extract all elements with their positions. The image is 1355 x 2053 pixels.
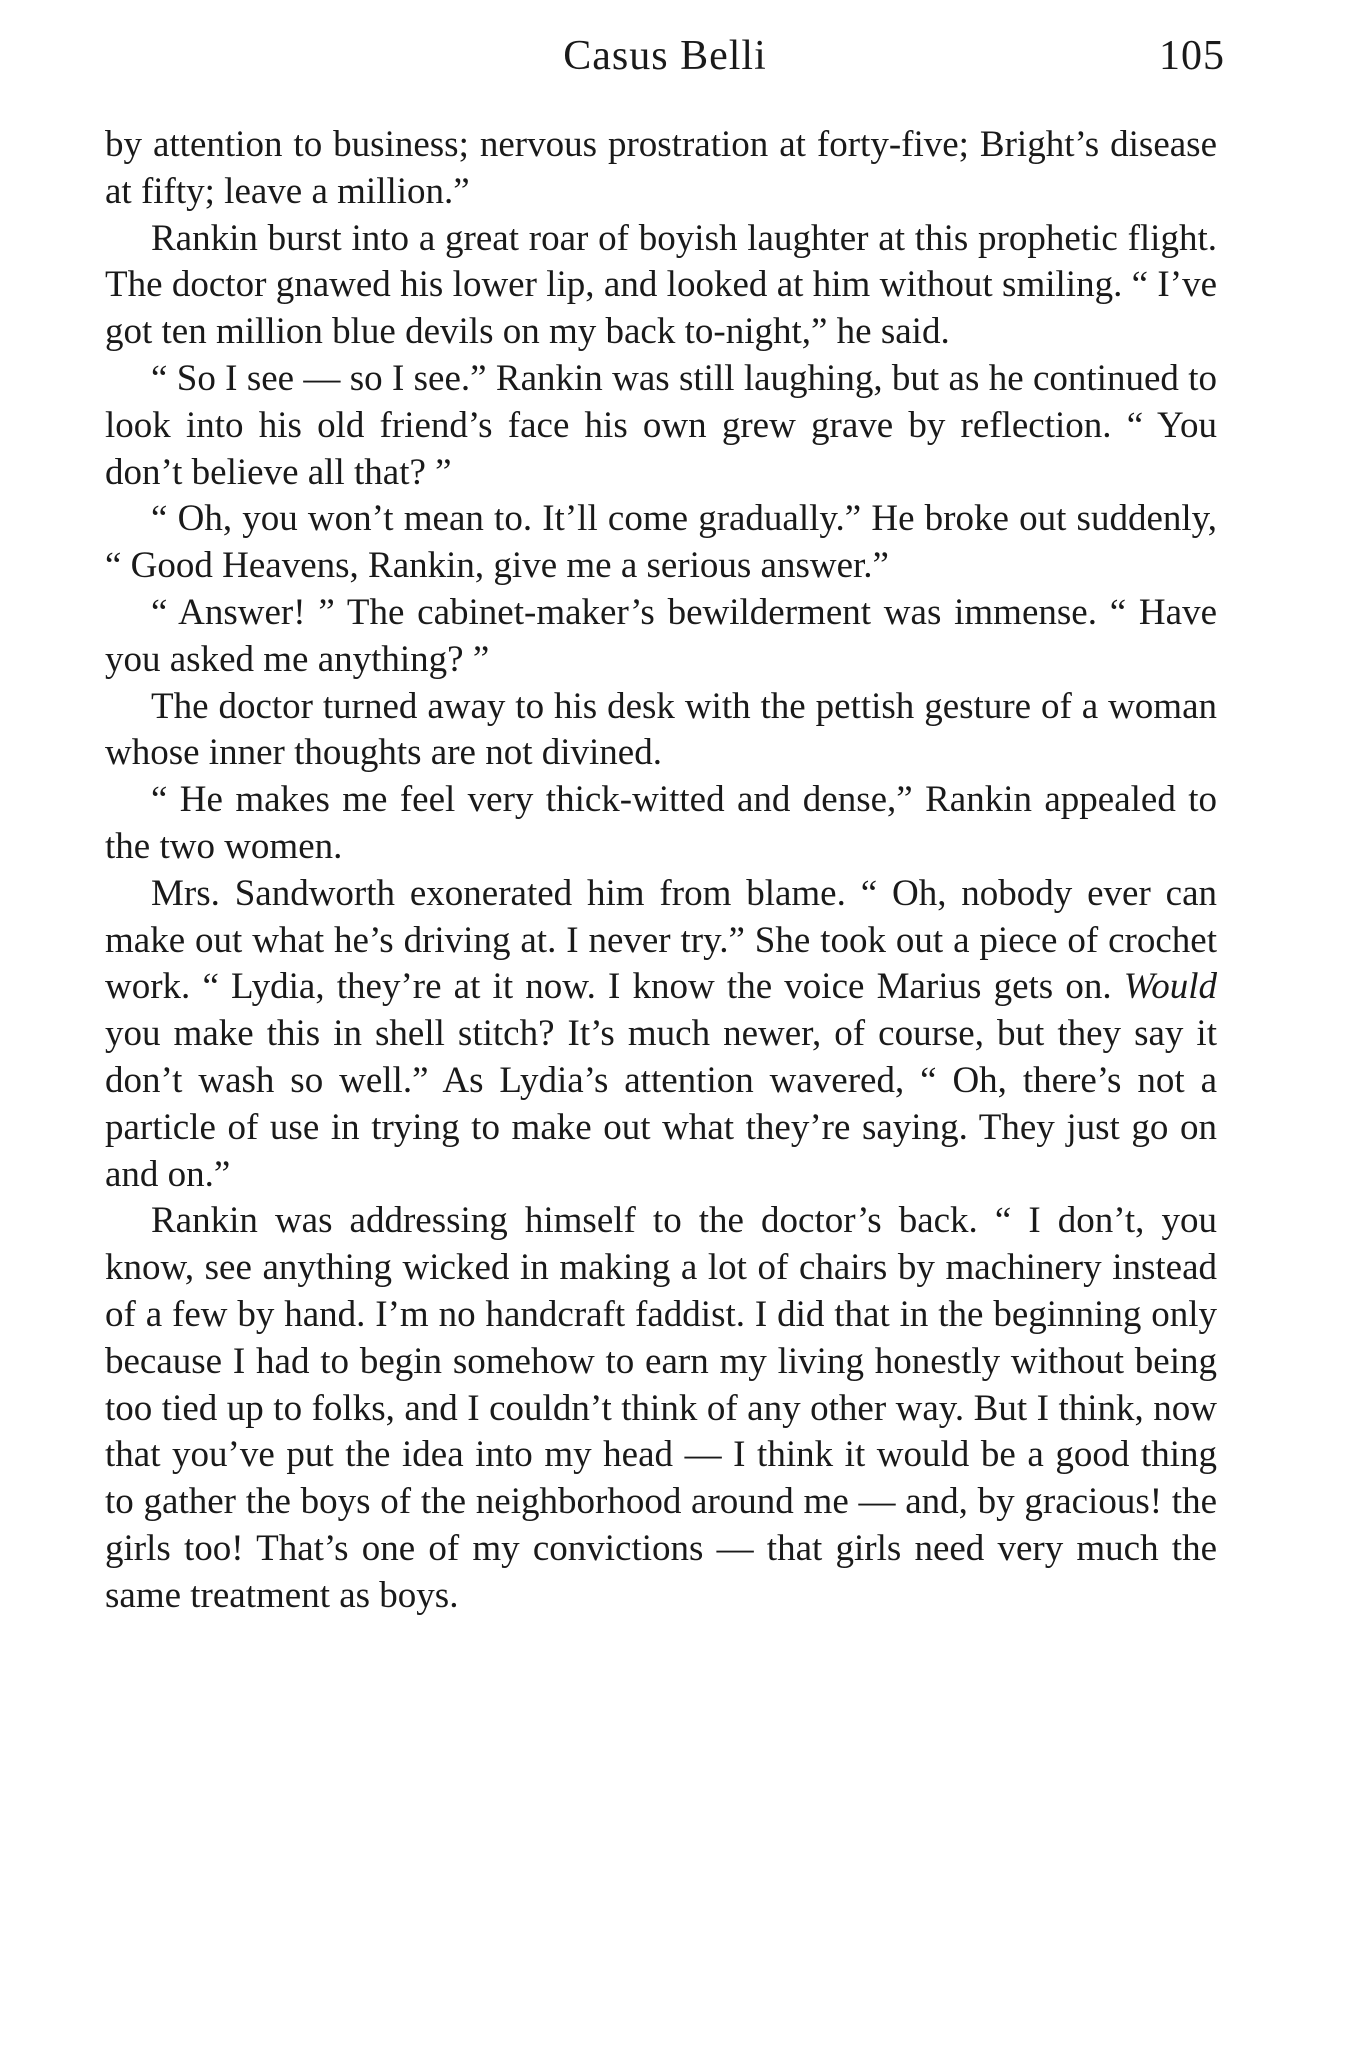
sandworth-italic-word: Would — [1123, 966, 1217, 1008]
paragraph-continuation: by attention to business; nervous prostration at forty-five; Bright’s disease at fifty; leave a million.” — [105, 124, 1217, 212]
paragraph-so-i-see: “ So I see — so I see.” Rankin was still laughing, but as he continued to look into his old friend’s face his own grew grave by reflection. “ You don’t believe all that? ” — [105, 357, 1217, 493]
paragraph-rankin-addressing: Rankin was addressing himself to the doctor’s back. “ I don’t, you know, see anything wicked in making a lot of chairs by machinery instead of a few by hand. I’m no handcraft faddist. I did that in the beginning only because I had to begin somehow to earn my living honestly without being too tied up to folks, and I couldn’t think of any other way. But I think, now that you’ve put the idea into my head — I think it would be a good thing to gather the boys of the neighborhood around me — and, by gracious! the girls too! That’s one of my convictions — that girls need very much the same treatment as boys. — [105, 1200, 1217, 1616]
sandworth-text-after: you make this in shell stitch? It’s much newer, of course, but they say it don’t wash so well.” As Lydia’s attention wavered, “ Oh, there’s not a particle of use in trying to make out what they’re saying. They just go on and on.” — [105, 1013, 1217, 1195]
paragraph-doctor-turned: The doctor turned away to his desk with the pettish gesture of a woman whose inner thoughts are not divined. — [105, 685, 1217, 774]
body-text — [105, 122, 1217, 1620]
running-title: Casus Belli — [563, 33, 767, 79]
running-head — [105, 26, 1225, 86]
paragraph-thick-witted: “ He makes me feel very thick-witted and dense,” Rankin appealed to the two women. — [105, 779, 1217, 867]
page-number: 105 — [1159, 33, 1225, 79]
paragraph-rankin-laughter: Rankin burst into a great roar of boyish laughter at this prophetic flight. The doctor gnawed his lower lip, and looked at him without smiling. “ I’ve got ten million blue devils on my back to-night,” he said. — [105, 217, 1217, 353]
paragraph-answer: “ Answer! ” The cabinet-maker’s bewilderment was immense. “ Have you asked me anything? ” — [105, 591, 1217, 680]
paragraph-mrs-sandworth — [105, 871, 1217, 1199]
sandworth-text-before: Mrs. Sandworth exonerated him from blame. “ Oh, nobody ever can make out what he’s driving at. I never try.” She took out a piece of crochet work. “ Lydia, they’re at it now. I know the voice Marius gets on. — [105, 872, 1217, 1008]
paragraph-serious-answer: “ Oh, you won’t mean to. It’ll come gradually.” He broke out suddenly, “ Good Heavens, Rankin, give me a serious answer.” — [105, 498, 1217, 587]
